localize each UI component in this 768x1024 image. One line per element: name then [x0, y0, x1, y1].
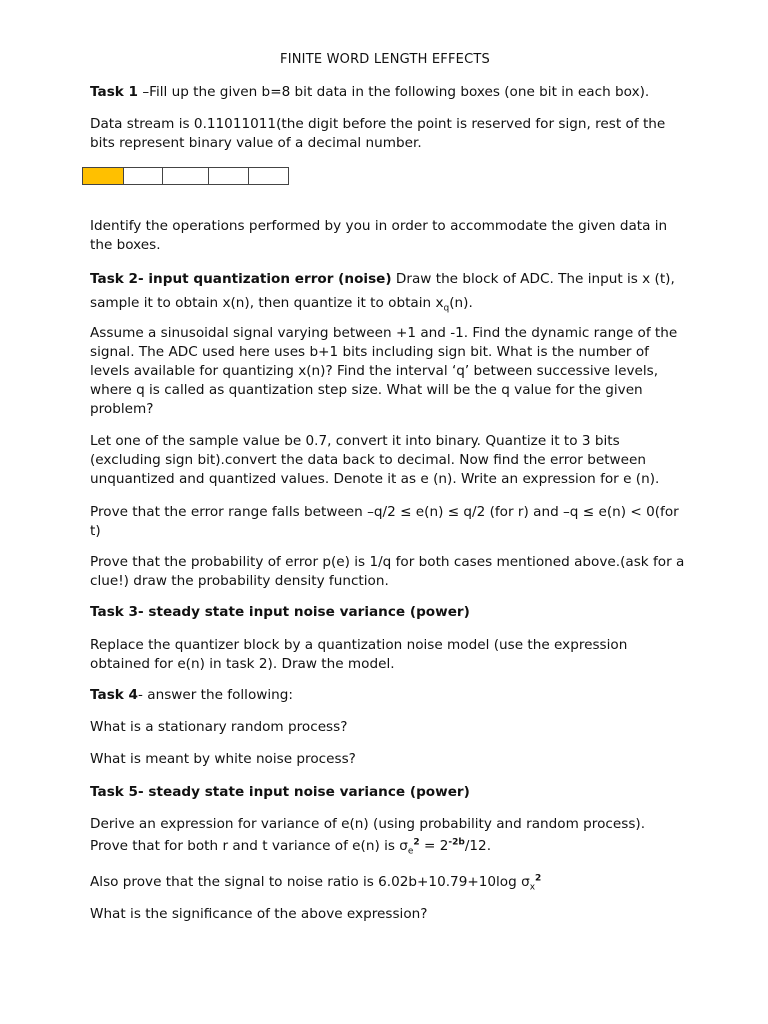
page-title: FINITE WORD LENGTH EFFECTS: [280, 52, 490, 67]
task2-paragraph-3: Prove that the error range falls between –q/2 ≤ e(n) ≤ q/2 (for r) and –q ≤ e(n) < 0(for t): [90, 504, 679, 539]
bit-boxes: [82, 167, 289, 185]
task2-paragraph-4: Prove that the probability of error p(e) is 1/q for both cases mentioned above.(ask for a clue!) draw the probability density function.: [90, 554, 685, 589]
bit-box-filled[interactable]: [82, 167, 124, 185]
bit-box[interactable]: [209, 167, 249, 185]
bit-box[interactable]: [249, 167, 289, 185]
task3-heading: Task 3- steady state input noise variance (power): [90, 604, 470, 620]
task2-paragraph-1: Assume a sinusoidal signal varying between +1 and -1. Find the dynamic range of the signal. The ADC used here uses b+1 bits including sign bit. What is the number of levels available for quantizing x(n)? Find the interval ‘q’ between successive levels, where q is called as quantization step size. What will be the q value for the given problem?: [90, 325, 678, 417]
task2-instruction: Task 2- input quantization error (noise) Draw the block of ADC. The input is x (t), sample it to obtain x(n), then quantize it to obtain $x_q(n)$.: [90, 271, 675, 314]
task2-label: Task 2- input quantization error (noise): [90, 271, 392, 287]
task1-text: –Fill up the given b=8 bit data in the following boxes (one bit in each box).: [138, 84, 650, 100]
task2-paragraph-2: Let one of the sample value be 0.7, convert it into binary. Quantize it to 3 bits (excluding sign bit).convert the data back to decimal. Now find the error between unquantized and quantized values. Denote it as e (n). Write an expression for e (n).: [90, 433, 660, 487]
task5-snr: Also prove that the signal to noise ratio is 6.02b+10.79+10log $\sigma_x^2$: [90, 873, 542, 893]
task4-heading: Task 4- answer the following:: [90, 687, 293, 703]
task3-paragraph: Replace the quantizer block by a quantization noise model (use the expression obtained for e(n) in task 2). Draw the model.: [90, 637, 628, 672]
task1-data-stream: Data stream is 0.11011011(the digit before the point is reserved for sign, rest of the bits represent binary value of a decimal number.: [90, 116, 666, 151]
task4-question-2: What is meant by white noise process?: [90, 751, 356, 767]
task1-instruction: [90, 83, 690, 102]
task1-label: Task 1: [90, 84, 139, 100]
task5-derive: Derive an expression for variance of e(n) (using probability and random process).: [90, 816, 646, 832]
bit-box[interactable]: [124, 167, 163, 185]
task5-heading: Task 5- steady state input noise variance (power): [90, 784, 470, 800]
task1-identify: Identify the operations performed by you in order to accommodate the given data in the boxes.: [90, 218, 668, 253]
bit-box[interactable]: [163, 167, 209, 185]
task4-question-1: What is a stationary random process?: [90, 719, 348, 735]
task5-significance: What is the significance of the above expression?: [90, 906, 428, 922]
task5-prove-variance: Prove that for both r and t variance of e(n) is $\sigma_e^2 = 2^{-2b}/12$.: [90, 837, 492, 857]
task4-label: Task 4: [90, 687, 139, 703]
